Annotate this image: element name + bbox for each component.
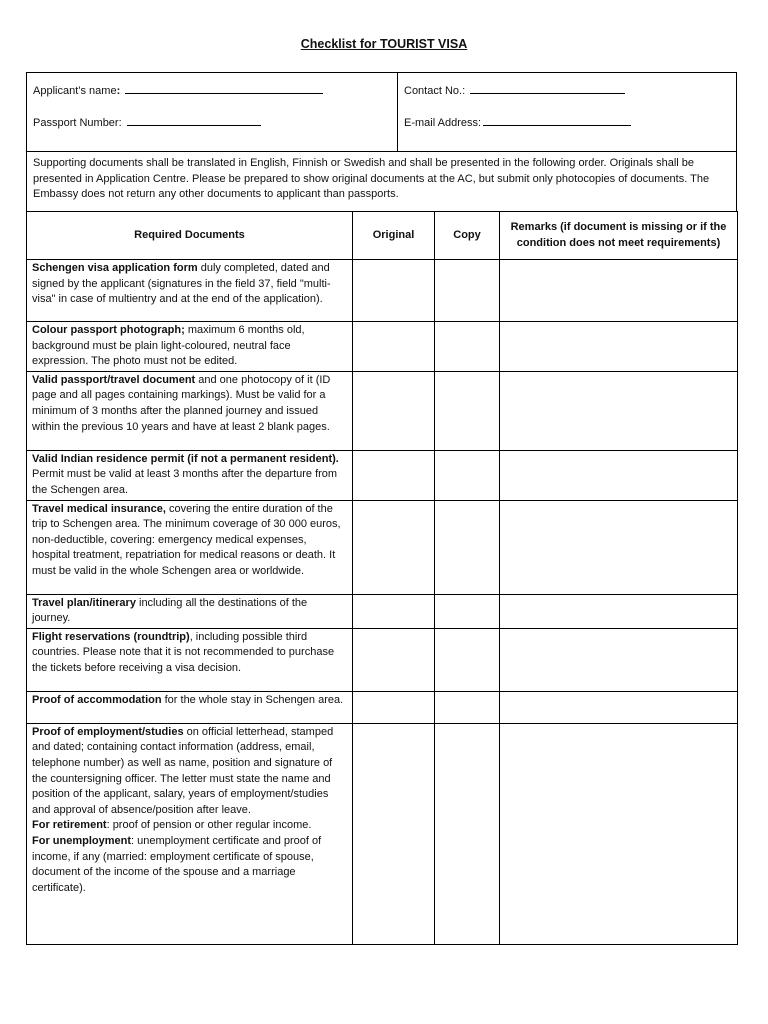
table-row <box>27 450 738 500</box>
original-checkbox-cell[interactable] <box>353 594 435 628</box>
document-description: duly completed, dated and signed by the applicant (signatures in the field 37, field "multi-visa" in case of multientry and at the end of the application). <box>32 262 331 306</box>
copy-checkbox-cell[interactable] <box>435 322 500 372</box>
retirement-description: : proof of pension or other regular income. <box>106 819 312 832</box>
copy-checkbox-cell[interactable] <box>435 628 500 691</box>
remarks-cell[interactable] <box>500 260 738 322</box>
page-title: Checklist for TOURIST VISA <box>300 37 468 51</box>
info-divider <box>397 73 398 151</box>
retirement-title: For retirement <box>32 819 107 832</box>
document-title: Schengen visa application form <box>32 262 198 274</box>
table-row <box>27 628 738 691</box>
document-description: including all the destinations of the journey. <box>32 596 308 625</box>
remarks-cell[interactable] <box>500 691 738 723</box>
document-description: Permit must be valid at least 3 months after the departure from the Schengen area. <box>32 468 338 496</box>
copy-checkbox-cell[interactable] <box>435 723 500 944</box>
passport-number-field[interactable] <box>33 114 261 132</box>
unemployment-description: : unemployment certificate and proof of income, if any (married: employment certificate of spouse, document of the income of the spouse and a marriage certificate). <box>32 834 322 894</box>
applicant-name-blank[interactable] <box>125 82 323 94</box>
original-checkbox-cell[interactable] <box>353 628 435 691</box>
document-description: for the whole stay in Schengen area. <box>161 693 344 706</box>
remarks-cell[interactable] <box>500 594 738 628</box>
document-cell <box>27 450 353 500</box>
applicant-name-field[interactable] <box>33 82 323 100</box>
table-row <box>27 260 738 322</box>
document-description: , including possible third countries. Please note that it is not recommended to purchase the tickets before receiving a visa decision. <box>32 630 335 674</box>
original-checkbox-cell[interactable] <box>353 371 435 450</box>
unemployment-title: For unemployment <box>32 834 132 847</box>
document-title: Travel plan/itinerary <box>32 596 136 609</box>
document-cell <box>27 723 353 944</box>
document-description: and one photocopy of it (ID page and all pages containing markings). Must be valid for a minimum of 3 months after the planned journey and issued within the previous 10 years and have at least 2 blank pages. <box>32 373 331 433</box>
copy-checkbox-cell[interactable] <box>435 500 500 594</box>
contact-number-label: Contact No.: <box>404 85 469 97</box>
original-checkbox-cell[interactable] <box>353 260 435 322</box>
remarks-cell[interactable] <box>500 628 738 691</box>
copy-checkbox-cell[interactable] <box>435 594 500 628</box>
document-title: Proof of accommodation <box>32 693 162 706</box>
document-title: Colour passport photograph; <box>32 324 185 336</box>
document-cell <box>27 628 353 691</box>
notice-box <box>26 151 737 212</box>
email-address-label: E-mail Address: <box>404 117 482 129</box>
header-copy: Copy <box>435 212 500 260</box>
document-title: Flight reservations (roundtrip) <box>32 630 190 643</box>
applicant-info-box <box>26 72 737 152</box>
table-row <box>27 691 738 723</box>
remarks-cell[interactable] <box>500 450 738 500</box>
document-description: maximum 6 months old, background must be plain light-coloured, neutral face expression. The photo must not be edited. <box>32 324 305 368</box>
original-checkbox-cell[interactable] <box>353 723 435 944</box>
table-row <box>27 723 738 944</box>
table-row <box>27 594 738 628</box>
document-title: Valid passport/travel document <box>32 373 196 386</box>
notice-text: Supporting documents shall be translated in English, Finnish or Swedish and shall be presented in the following order. Originals shall be presented in Application Centre. Please be prepared to show original documents at the AC, but submit only photocopies of documents. The Embassy does not return any other documents to applicant than passports. <box>33 157 710 201</box>
remarks-cell[interactable] <box>500 371 738 450</box>
copy-checkbox-cell[interactable] <box>435 450 500 500</box>
remarks-cell[interactable] <box>500 322 738 372</box>
document-checklist-table <box>26 211 738 945</box>
email-address-field[interactable] <box>404 114 631 132</box>
document-description: on official letterhead, stamped and dated; containing contact information (address, email, telephone number) as well as name, position and signature of the countersigning officer. The letter must state the name and position of the applicant, salary, years of employment/studies and approval of absence/position after leave. <box>32 725 334 816</box>
original-checkbox-cell[interactable] <box>353 322 435 372</box>
document-cell <box>27 322 353 372</box>
remarks-cell[interactable] <box>500 723 738 944</box>
document-title: Travel medical insurance, <box>32 502 166 515</box>
email-address-blank[interactable] <box>483 114 631 126</box>
original-checkbox-cell[interactable] <box>353 450 435 500</box>
document-cell <box>27 371 353 450</box>
document-cell <box>27 691 353 723</box>
original-checkbox-cell[interactable] <box>353 691 435 723</box>
document-cell <box>27 500 353 594</box>
original-checkbox-cell[interactable] <box>353 500 435 594</box>
passport-number-label: Passport Number: <box>33 117 125 129</box>
applicant-name-label: Applicant’s name <box>33 85 117 97</box>
document-cell <box>27 260 353 322</box>
table-header-row <box>27 212 738 260</box>
applicant-name-colon: : <box>116 85 121 97</box>
document-title: Valid Indian residence permit (if not a permanent resident). <box>32 452 339 465</box>
copy-checkbox-cell[interactable] <box>435 371 500 450</box>
table-row <box>27 371 738 450</box>
table-row <box>27 500 738 594</box>
passport-number-blank[interactable] <box>127 114 261 126</box>
contact-number-blank[interactable] <box>470 82 625 94</box>
header-original: Original <box>353 212 435 260</box>
table-row <box>27 322 738 372</box>
document-title: Proof of employment/studies <box>32 725 184 738</box>
header-required-documents: Required Documents <box>27 212 353 260</box>
contact-number-field[interactable] <box>404 82 625 100</box>
header-remarks: Remarks (if document is missing or if the condition does not meet requirements) <box>500 212 738 260</box>
copy-checkbox-cell[interactable] <box>435 691 500 723</box>
copy-checkbox-cell[interactable] <box>435 260 500 322</box>
document-description: covering the entire duration of the trip to Schengen area. The minimum coverage of 30 000 euros, non-deductible, covering: emergency medical expenses, hospital treatment, repatriation for medical reasons or death. It must be valid in the whole Schengen area or worldwide. <box>32 502 341 577</box>
remarks-cell[interactable] <box>500 500 738 594</box>
document-cell <box>27 594 353 628</box>
